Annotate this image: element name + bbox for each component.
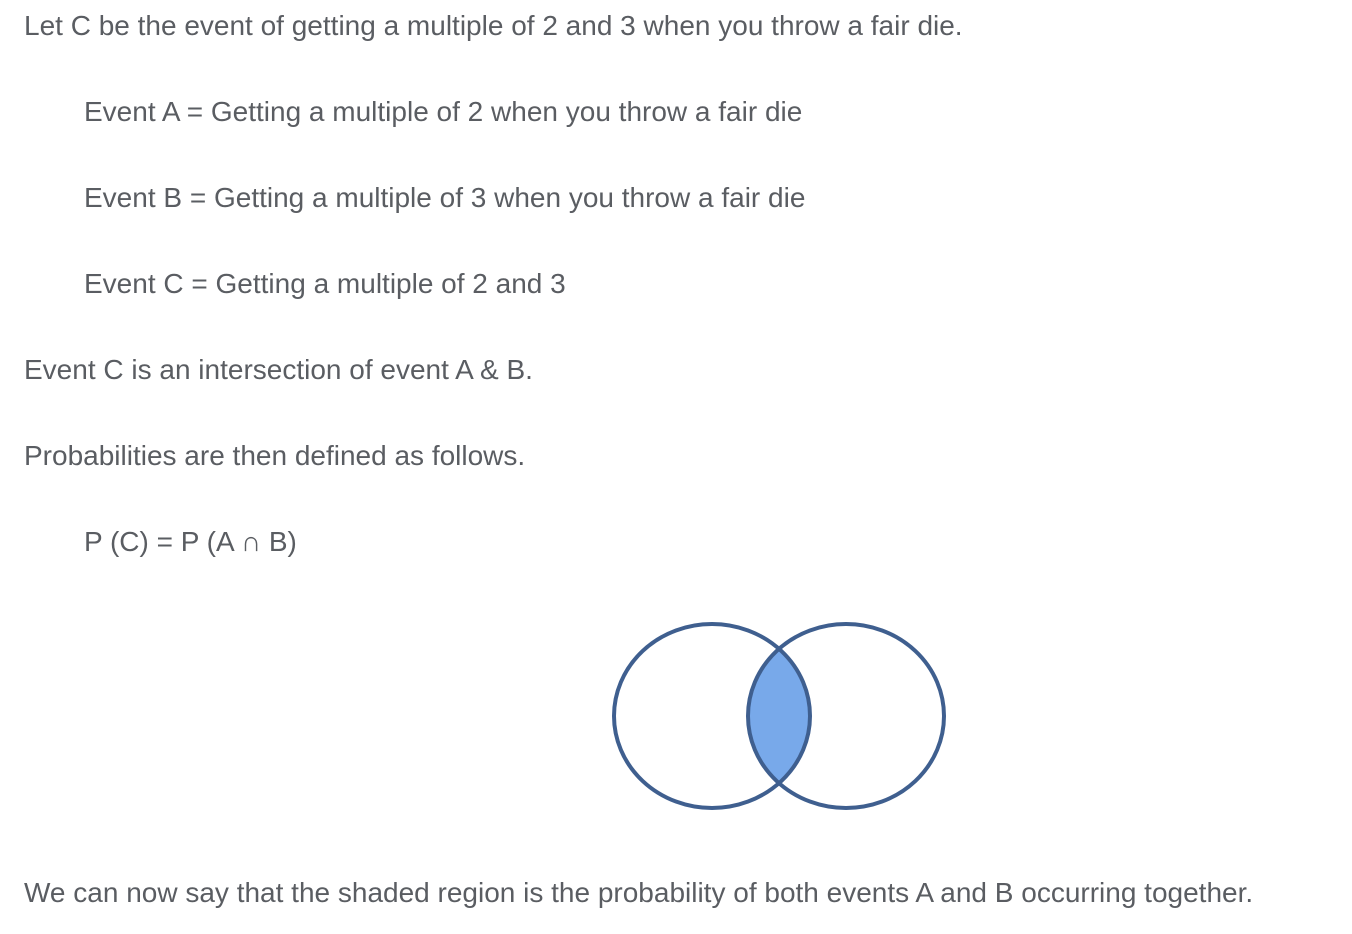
event-a-definition: Event A = Getting a multiple of 2 when you throw a fair die <box>84 96 803 127</box>
probabilities-intro: Probabilities are then defined as follows. <box>24 440 526 471</box>
probability-formula: P (C) = P (A ∩ B) <box>84 526 297 557</box>
intro-text: Let C be the event of getting a multiple of 2 and 3 when you throw a fair die. <box>24 10 963 41</box>
event-b-definition: Event B = Getting a multiple of 3 when you throw a fair die <box>84 182 806 213</box>
event-c-definition: Event C = Getting a multiple of 2 and 3 <box>84 268 566 299</box>
venn-diagram <box>600 612 960 822</box>
conclusion-text: We can now say that the shaded region is the probability of both events A and B occurring together. <box>24 877 1254 908</box>
intersection-statement: Event C is an intersection of event A & B. <box>24 354 533 385</box>
